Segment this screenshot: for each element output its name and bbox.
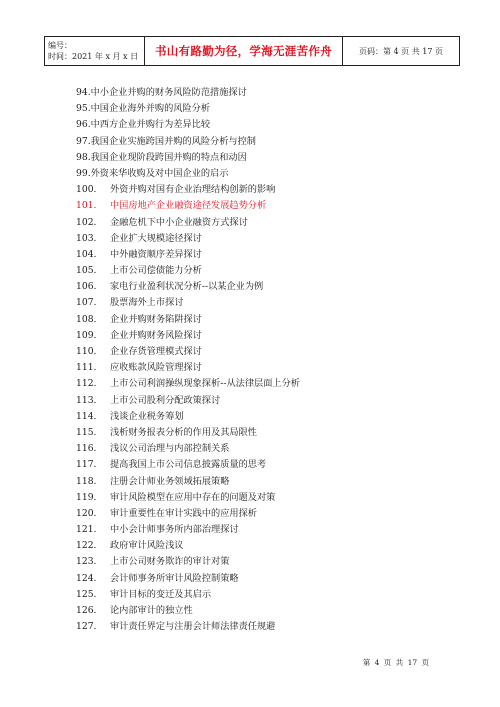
item-number: 120.	[76, 507, 97, 519]
list-item	[76, 85, 300, 101]
list-item	[76, 182, 300, 198]
item-number: 94.	[76, 87, 91, 98]
footer-total-pages: 17	[407, 658, 418, 667]
item-title: 外资并购对国有企业治理结构创新的影响	[110, 184, 276, 196]
list-item	[76, 328, 300, 344]
footer-text-gong: 共	[395, 658, 404, 667]
item-title: 注册会计师业务领域拓展策略	[110, 475, 230, 487]
list-item	[76, 376, 300, 392]
list-item	[76, 150, 300, 166]
item-number: 127.	[76, 621, 97, 633]
list-item	[76, 554, 300, 570]
item-title: 我国企业现阶段跨国并购的特点和动因	[90, 151, 247, 163]
footer-text-di: 第	[362, 658, 371, 667]
item-number: 102.	[76, 216, 97, 228]
list-item	[76, 166, 300, 182]
list-item	[76, 247, 300, 263]
item-title: 会计师事务所审计风险控制策略	[110, 572, 239, 584]
item-title: 审计重要性在审计实践中的应用探析	[110, 507, 257, 519]
item-title: 中外融资顺序差异探讨	[110, 248, 202, 260]
doc-number-label: 编号：	[48, 41, 72, 50]
list-item	[76, 279, 300, 295]
item-title: 审计目标的变迁及其启示	[110, 588, 212, 600]
item-title: 上市公司股利分配政策探讨	[110, 394, 221, 406]
item-number: 104.	[76, 248, 97, 260]
list-item	[76, 360, 300, 376]
list-item	[76, 117, 300, 133]
header-meta	[45, 37, 145, 65]
list-item	[76, 603, 300, 619]
page-footer	[0, 657, 500, 668]
footer-text-ye2: 页	[421, 658, 429, 667]
item-title: 上市公司财务欺诈的审计对策	[110, 556, 230, 568]
item-title: 中小会计师事务所内部治理探讨	[110, 524, 239, 536]
list-item	[76, 101, 300, 117]
item-number: 123.	[76, 556, 97, 568]
list-item	[76, 198, 300, 214]
item-title: 企业存货管理模式探讨	[110, 346, 202, 357]
item-title: 金融危机下中小企业融资方式探讨	[110, 216, 248, 228]
item-number: 110.	[76, 346, 97, 357]
list-item	[76, 490, 300, 506]
list-item	[76, 231, 300, 247]
item-number: 121.	[76, 524, 97, 536]
item-title: 中国企业海外并购的风险分析	[90, 103, 211, 115]
item-number: 114.	[76, 410, 97, 422]
list-item	[76, 587, 300, 603]
item-number: 125.	[76, 588, 97, 600]
item-title: 企业扩大规模途径探讨	[110, 232, 202, 244]
item-number: 95.	[76, 103, 91, 115]
item-number: 112.	[76, 378, 97, 390]
item-number: 101.	[76, 200, 97, 212]
list-item	[76, 409, 300, 425]
item-number: 100.	[76, 184, 97, 196]
item-number: 117.	[76, 459, 97, 471]
date-label: 时间：2021 年 x 月 x 日	[48, 52, 139, 61]
item-number: 111.	[76, 362, 97, 374]
item-title: 中小企业并购的财务风险防范措施探讨	[90, 87, 247, 98]
footer-text-ye: 页	[383, 658, 392, 667]
list-item	[76, 295, 300, 311]
item-number: 96.	[76, 119, 91, 131]
item-title: 浅谈企业税务筹划	[110, 410, 184, 422]
item-title: 提高我国上市公司信息披露质量的思考	[110, 459, 267, 471]
item-number: 105.	[76, 265, 97, 277]
list-item	[76, 312, 300, 328]
item-number: 115.	[76, 426, 97, 438]
list-item	[76, 474, 300, 490]
item-number: 113.	[76, 394, 97, 406]
item-title: 论内部审计的独立性	[110, 605, 193, 616]
item-number: 119.	[76, 491, 97, 503]
list-item	[76, 134, 300, 150]
item-title: 我国企业实施跨国并购的风险分析与控制	[90, 135, 256, 147]
item-title: 审计风险模型在应用中存在的问题及对策	[110, 491, 276, 503]
list-item	[76, 215, 300, 231]
page-header	[44, 36, 460, 66]
item-title: 应收账款风险管理探讨	[110, 362, 202, 374]
list-item	[76, 263, 300, 279]
topic-list	[76, 85, 300, 635]
footer-page-number: 4	[374, 658, 380, 667]
item-title: 家电行业盈利状况分析--以某企业为例	[110, 281, 264, 293]
item-number: 124.	[76, 572, 97, 584]
item-title: 中西方企业并购行为差异比较	[90, 119, 211, 131]
item-number: 107.	[76, 297, 97, 309]
item-number: 126.	[76, 605, 97, 616]
item-title: 上市公司偿债能力分析	[110, 265, 202, 277]
header-slogan: 书山有路勤为径，学海无涯苦作舟	[145, 37, 343, 65]
list-item	[76, 344, 300, 360]
item-number: 99.	[76, 167, 91, 179]
header-page-info: 页码：第 4 页 共 17 页	[359, 46, 443, 56]
item-number: 118.	[76, 475, 97, 487]
item-number: 116.	[76, 443, 97, 455]
list-item	[76, 457, 300, 473]
item-title: 外资来华收购及对中国企业的启示	[90, 167, 229, 179]
item-number: 108.	[76, 313, 97, 325]
list-item	[76, 441, 300, 457]
item-title: 企业并购财务风险探讨	[110, 329, 202, 341]
item-title: 浅议公司治理与内部控制关系	[110, 443, 230, 455]
item-title: 浅析财务报表分析的作用及其局限性	[110, 426, 257, 438]
list-item	[76, 393, 300, 409]
item-title: 股票海外上市探讨	[110, 297, 184, 309]
item-title: 审计责任界定与注册会计师法律责任规避	[110, 621, 276, 633]
item-number: 103.	[76, 232, 97, 244]
list-item	[76, 425, 300, 441]
item-number: 106.	[76, 281, 97, 293]
item-title: 企业并购财务陷阱探讨	[110, 313, 202, 325]
list-item	[76, 522, 300, 538]
list-item	[76, 538, 300, 554]
item-number: 122.	[76, 540, 97, 552]
list-item	[76, 506, 300, 522]
item-title: 政府审计风险浅议	[110, 540, 184, 552]
list-item	[76, 619, 300, 635]
item-title: 中国房地产企业融资途径发展趋势分析	[110, 200, 267, 212]
item-number: 109.	[76, 329, 97, 341]
item-number: 98.	[76, 151, 91, 163]
list-item	[76, 571, 300, 587]
item-number: 97.	[76, 135, 91, 147]
item-title: 上市公司利润操纵现象探析--从法律层面上分析	[110, 378, 300, 390]
